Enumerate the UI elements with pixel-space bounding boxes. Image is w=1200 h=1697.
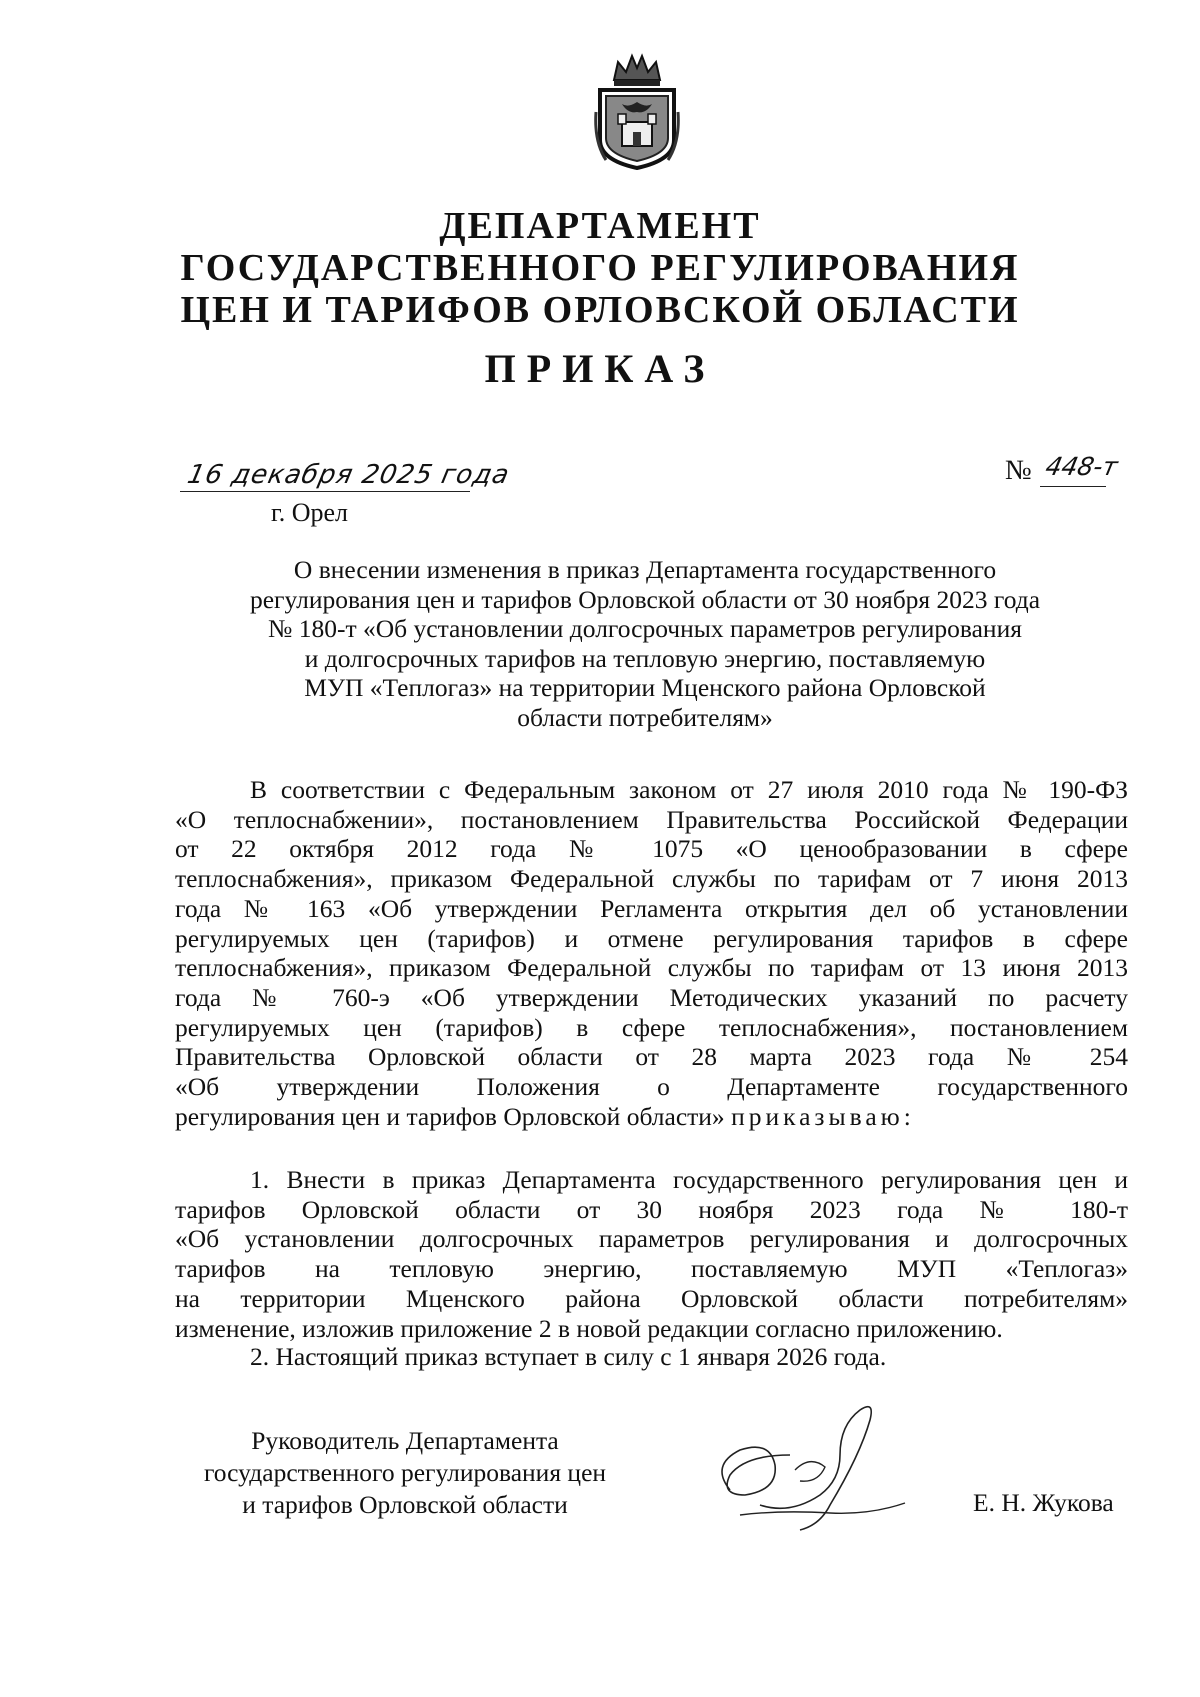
signer-position-line: и тарифов Орловской области [242, 1490, 568, 1519]
handwritten-date: 16 декабря 2025 года [184, 460, 513, 490]
order-word: приказываю: [731, 1101, 915, 1131]
signer-position-line: государственного регулирования цен [203, 1458, 607, 1487]
signer-position [165, 1425, 645, 1521]
item-1-paragraph [175, 1165, 1128, 1343]
item-2-paragraph [175, 1342, 1128, 1372]
preamble-last-text: регулирования цен и тарифов Орловской области» [175, 1101, 725, 1131]
subject-line: № 180-т «Об установлении долгосрочных параметров регулирования [268, 614, 1022, 643]
number-underline [1040, 486, 1106, 487]
preamble-paragraph [175, 775, 1128, 1131]
subject-line: области потребителям» [517, 702, 773, 732]
signer-name: Е. Н. Жукова [973, 1488, 1114, 1517]
subject-line: регулирования цен и тарифов Орловской области от 30 ноября 2023 года [249, 584, 1041, 614]
subject-line: МУП «Теплогаз» на территории Мценского района Орловской [304, 673, 986, 702]
department-line: ЦЕН И ТАРИФОВ ОРЛОВСКОЙ ОБЛАСТИ [180, 289, 1020, 331]
order-subject [195, 555, 1095, 732]
item-1-line: тарифов Орловской области от 30 ноября 2023 года № 180-т [175, 1194, 1128, 1224]
number-label: № [1005, 455, 1032, 486]
handwritten-signature [700, 1395, 920, 1545]
preamble-line: В соответствии с Федеральным законом от 27 июля 2010 года № 190-ФЗ [250, 775, 1128, 804]
department-line: ДЕПАРТАМЕНТ [439, 205, 761, 247]
preamble-line: регулируемых цен (тарифов) и отмене регулирования тарифов в сфере [175, 923, 1128, 953]
preamble-line: регулируемых цен (тарифов) в сфере теплоснабжения», постановлением [175, 1012, 1128, 1042]
preamble-last-line [175, 1102, 1128, 1132]
subject-line: О внесении изменения в приказ Департамента государственного [293, 555, 997, 584]
department-name [150, 205, 1050, 331]
date-underline [180, 491, 470, 492]
item-1-line: тарифов на тепловую энергию, поставляемую МУП «Теплогаз» [175, 1254, 1128, 1284]
preamble-line: от 22 октября 2012 года № 1075 «О ценообразовании в сфере [175, 834, 1128, 864]
signer-position-line: Руководитель Департамента [251, 1426, 559, 1455]
preamble-line: теплоснабжения», приказом Федеральной службы по тарифам от 7 июня 2013 [175, 864, 1128, 894]
department-line: ГОСУДАРСТВЕННОГО РЕГУЛИРОВАНИЯ [180, 247, 1020, 289]
handwritten-number: 448-т [1042, 452, 1121, 481]
city-label: г. Орел [271, 498, 349, 527]
preamble-line: теплоснабжения», приказом Федеральной службы по тарифам от 13 июня 2013 [175, 953, 1128, 983]
preamble-line: года № 760-э «Об утверждении Методических указаний по расчету [175, 982, 1128, 1012]
subject-line: и долгосрочных тарифов на тепловую энергию, поставляемую [304, 643, 986, 673]
preamble-line: Правительства Орловской области от 28 марта 2023 года № 254 [175, 1042, 1128, 1072]
orel-coat-of-arms-icon [592, 52, 682, 172]
item-2-line: 2. Настоящий приказ вступает в силу с 1 января 2026 года. [250, 1342, 887, 1371]
document-type-title: ПРИКАЗ [484, 346, 716, 391]
preamble-line: «О теплоснабжении», постановлением Правительства Российской Федерации [175, 804, 1128, 834]
preamble-line: года № 163 «Об утверждении Регламента открытия дел об установлении [175, 893, 1128, 923]
item-1-line: изменение, изложив приложение 2 в новой редакции согласно приложению. [175, 1313, 1003, 1343]
preamble-line: «Об утверждении Положения о Департаменте государственного [175, 1072, 1128, 1102]
item-1-line: 1. Внести в приказ Департамента государственного регулирования цен и [250, 1165, 1128, 1194]
item-1-line: на территории Мценского района Орловской области потребителям» [175, 1283, 1128, 1313]
item-1-line: «Об установлении долгосрочных параметров регулирования и долгосрочных [175, 1224, 1128, 1254]
